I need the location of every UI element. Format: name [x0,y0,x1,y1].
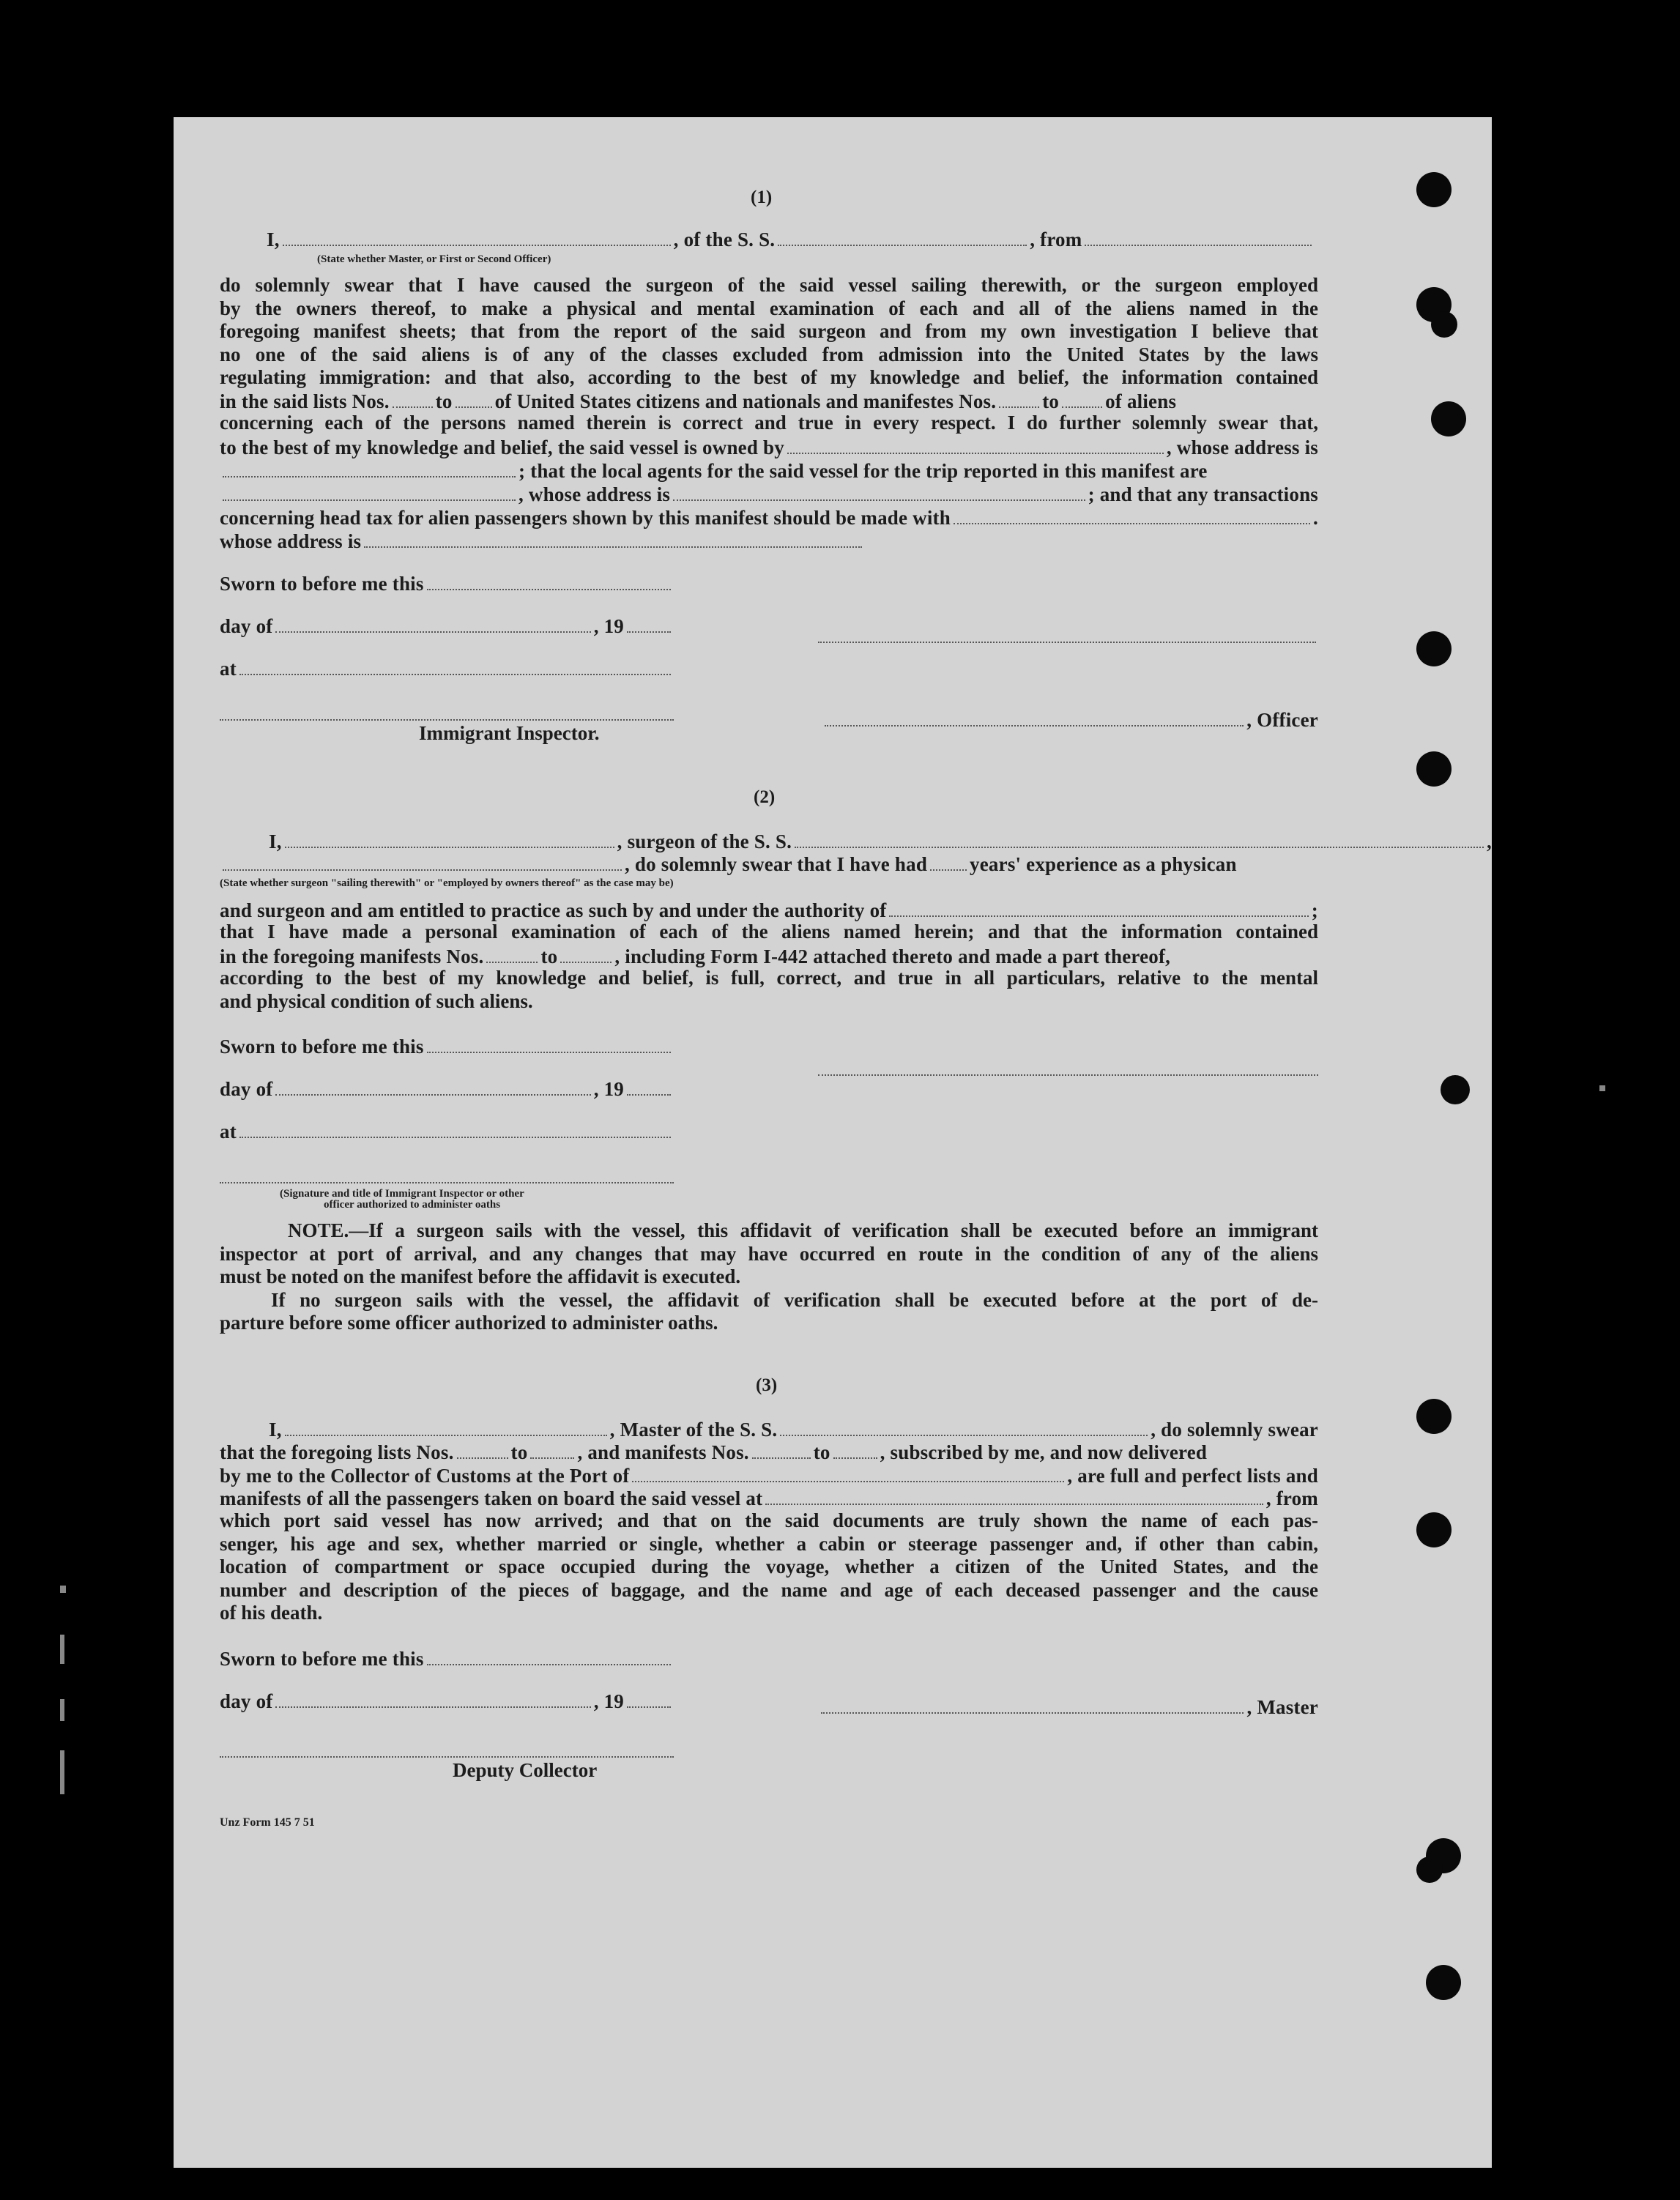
deputy-signature-line [220,1755,674,1758]
day-of-line: day of , 19 [220,1077,674,1100]
officer-signature-line [220,1181,674,1183]
punch-hole [1431,311,1457,338]
punch-hole [1441,1075,1470,1104]
section3-body: which port said vessel has now arrived; and that on the said documents are truly shown the name of each pas- senger, his age and sex, whether married or single, whether a cabin or steerage passenger and, if other than cabin, location of compartment or space occupied during the voyage, whether a citizen of the United States, and the number and description of the pieces of baggage, and the name and age of each deceased passenger and the cause of his death. [220,1509,1318,1624]
section-number: (2) [754,787,776,807]
section3-line4: manifests of all the passengers taken on board the said vessel at , from [220,1487,1318,1509]
section1-body: do solemnly swear that I have caused the surgeon of the said vessel sailing therewith, or the surgeon employed by the owners thereof, to make a physical and mental examination of each and all of the aliens named in the foregoing manifest sheets; that from the report of the said surgeon and from my own investigation I believe that no one of the said aliens is of any of the classes excluded from admission into the United States by the laws regulating immigration: and that also, according to the best of my knowledge and belief, the information contained [220,274,1318,388]
inspector-signature-line [220,718,674,721]
surgeon-caption: (State whether surgeon "sailing therewith" or "employed by owners thereof" as the case may be) [220,877,674,889]
section2-body2: according to the best of my knowledge and belief, is full, correct, and true in all particulars, relative to the mental and physical condition of such aliens. [220,967,1318,1012]
sworn-line: Sworn to before me this [220,1034,674,1058]
surgeon-signature-line [818,1073,1318,1076]
section2-line1: I, , surgeon of the S. S. , [269,830,1492,852]
section2-line2: , do solemnly swear that I have had years' experience as a physican [220,852,1318,875]
section1-line1: I, , of the S. S. , from [267,227,1492,250]
master-signature-line: , Master [818,1695,1318,1718]
section-number: (1) [751,187,773,207]
punch-hole [1416,1512,1452,1547]
signature-line [818,640,1316,643]
owned-by-line: to the best of my knowledge and belief, the said vessel is owned by , whose address is [220,436,1318,458]
edge-speck [60,1635,64,1664]
punch-hole [1416,751,1452,787]
punch-hole [1416,172,1452,207]
section3-line2: that the foregoing lists Nos. to , and manifests Nos. to , subscribed by me, and now delivered [220,1441,1208,1463]
section3-line1: I, , Master of the S. S. , do solemnly swear [269,1419,1318,1441]
immigrant-inspector-label: Immigrant Inspector. [419,722,600,744]
signature-caption: officer authorized to administer oaths [324,1199,501,1211]
punch-hole [1416,631,1452,666]
authority-line: and surgeon and am entitled to practice as such by and under the authority of ; [220,899,1318,921]
deputy-collector-label: Deputy Collector [453,1759,598,1781]
edge-speck [60,1750,64,1794]
edge-speck [60,1699,64,1721]
officer-caption: (State whether Master, or First or Second Officer) [317,253,551,265]
form-identifier: Unz Form 145 7 51 [220,1816,315,1829]
section2-body: that I have made a personal examination of each of the aliens named herein; and that the information contained [220,921,1318,943]
section1-nos-line: in the said lists Nos. to of United States citizens and nationals and manifestes Nos. to of aliens [220,390,1177,412]
edge-speck [60,1586,66,1593]
section3-line3: by me to the Collector of Customs at the Port of , are full and perfect lists and [220,1465,1318,1487]
punch-hole [1416,1399,1452,1434]
note-paragraph: NOTE.—If a surgeon sails with the vessel, this affidavit of verification shall be executed before an immigrant inspector at port of arrival, and any changes that may have occurred en route in the condition of any of the aliens must be noted on the manifest before the affidavit is executed. If no surgeon sails with the vessel, the affidavit of verification shall be executed before at the port of de- parture before some officer authorized to administer oaths. [220,1219,1318,1334]
section2-nos-line: in the foregoing manifests Nos. to , including Form I-442 attached thereto and made a part thereof, [220,945,1171,967]
at-line: at [220,656,674,680]
section1-body2: concerning each of the persons named therein is correct and true in every respect. I do further solemnly swear that, [220,412,1318,434]
edge-speck [1599,1085,1605,1091]
day-of-line: day of , 19 [220,614,674,637]
at-line: at [220,1119,674,1142]
agents-address-line: , whose address is ; and that any transactions [220,482,1318,505]
day-of-line: day of , 19 [220,1689,674,1712]
sworn-line: Sworn to before me this [220,571,674,595]
sworn-line: Sworn to before me this [220,1646,674,1670]
section-number: (3) [756,1375,778,1395]
head-tax-line: concerning head tax for alien passengers shown by this manifest should be made with . [220,507,1318,529]
officer-signature-line: , Officer [822,707,1318,731]
form-sheet [174,117,1492,2168]
local-agents-line: ; that the local agents for the said vessel for the trip reported in this manifest are [220,458,1318,482]
whose-address-line: whose address is [220,529,879,552]
punch-hole [1416,1857,1443,1883]
punch-hole [1431,401,1466,436]
punch-hole [1426,1965,1461,2000]
signature-caption: (Signature and title of Immigrant Inspector or other [280,1188,524,1200]
